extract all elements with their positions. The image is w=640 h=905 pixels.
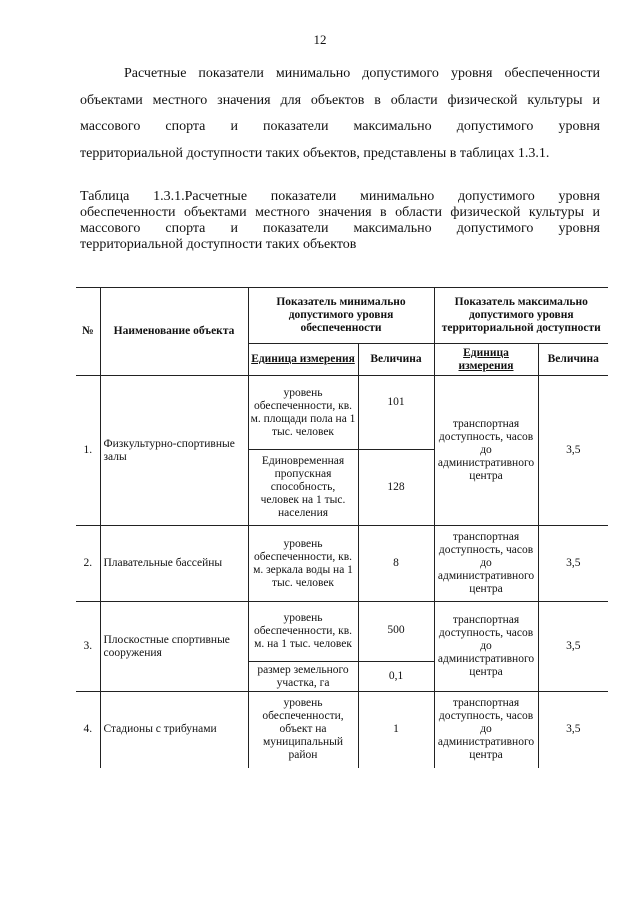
table-caption xyxy=(80,189,600,253)
min-unit: Единовременная пропускная способность, человек на 1 тыс. населения xyxy=(248,450,358,526)
intro-line: объектами местного значения для объектов в области физической культуры и xyxy=(80,92,600,108)
max-unit: транспортная доступность, часов до административного центра xyxy=(434,602,538,692)
min-unit: уровень обеспеченности, кв. м. зеркала воды на 1 тыс. человек xyxy=(248,526,358,602)
indicators-table xyxy=(76,287,608,768)
intro-line: Расчетные показатели минимально допустимого уровня обеспеченности xyxy=(124,66,600,81)
caption-line: Таблица 1.3.1.Расчетные показатели минимально допустимого уровня xyxy=(80,189,600,204)
row-name: Плавательные бассейны xyxy=(100,526,248,602)
header-min-unit: Единица измерения xyxy=(248,344,358,376)
intro-paragraph xyxy=(80,64,600,170)
table-row xyxy=(76,526,608,602)
header-min-value: Величина xyxy=(358,344,434,376)
min-value: 101 xyxy=(358,376,434,450)
table-row xyxy=(76,602,608,662)
row-name: Плоскостные спортивные сооружения xyxy=(100,602,248,692)
max-unit: транспортная доступность, часов до административного центра xyxy=(434,376,538,526)
min-unit: размер земельного участка, га xyxy=(248,662,358,692)
intro-line: территориальной доступности таких объектов, представлены в таблицах 1.3.1. xyxy=(80,145,550,161)
caption-line: обеспеченности объектами местного значения в области физической культуры и xyxy=(80,205,600,220)
max-unit: транспортная доступность, часов до административного центра xyxy=(434,692,538,768)
table-header-row xyxy=(76,288,608,344)
caption-line: массового спорта и показатели максимально допустимого уровня xyxy=(80,221,600,236)
header-number: № xyxy=(76,288,100,376)
min-unit: уровень обеспеченности, объект на муниципальный район xyxy=(248,692,358,768)
row-number: 4. xyxy=(76,692,100,768)
min-value: 0,1 xyxy=(358,662,434,692)
max-value: 3,5 xyxy=(538,692,608,768)
header-max-unit: Единица измерения xyxy=(434,344,538,376)
row-number: 3. xyxy=(76,602,100,692)
min-value: 500 xyxy=(358,602,434,662)
caption-line: территориальной доступности таких объектов xyxy=(80,237,357,252)
row-number: 1. xyxy=(76,376,100,526)
row-name: Физкультурно-спортивные залы xyxy=(100,376,248,526)
page-number: 12 xyxy=(313,32,327,47)
min-value: 128 xyxy=(358,450,434,526)
min-unit: уровень обеспеченности, кв. м. на 1 тыс. человек xyxy=(248,602,358,662)
min-unit: уровень обеспеченности, кв. м. площади пола на 1 тыс. человек xyxy=(248,376,358,450)
max-value: 3,5 xyxy=(538,602,608,692)
max-value: 3,5 xyxy=(538,376,608,526)
header-max-group: Показатель максимально допустимого уровня территориальной доступности xyxy=(434,288,608,344)
max-unit: транспортная доступность, часов до административного центра xyxy=(434,526,538,602)
max-value: 3,5 xyxy=(538,526,608,602)
row-number: 2. xyxy=(76,526,100,602)
row-name: Стадионы с трибунами xyxy=(100,692,248,768)
table-row xyxy=(76,692,608,768)
header-max-value: Величина xyxy=(538,344,608,376)
table-row xyxy=(76,376,608,450)
min-value: 8 xyxy=(358,526,434,602)
header-name: Наименование объекта xyxy=(100,288,248,376)
min-value: 1 xyxy=(358,692,434,768)
header-min-group: Показатель минимально допустимого уровня обеспеченности xyxy=(248,288,434,344)
intro-line: массового спорта и показатели максимально допустимого уровня xyxy=(80,119,600,134)
